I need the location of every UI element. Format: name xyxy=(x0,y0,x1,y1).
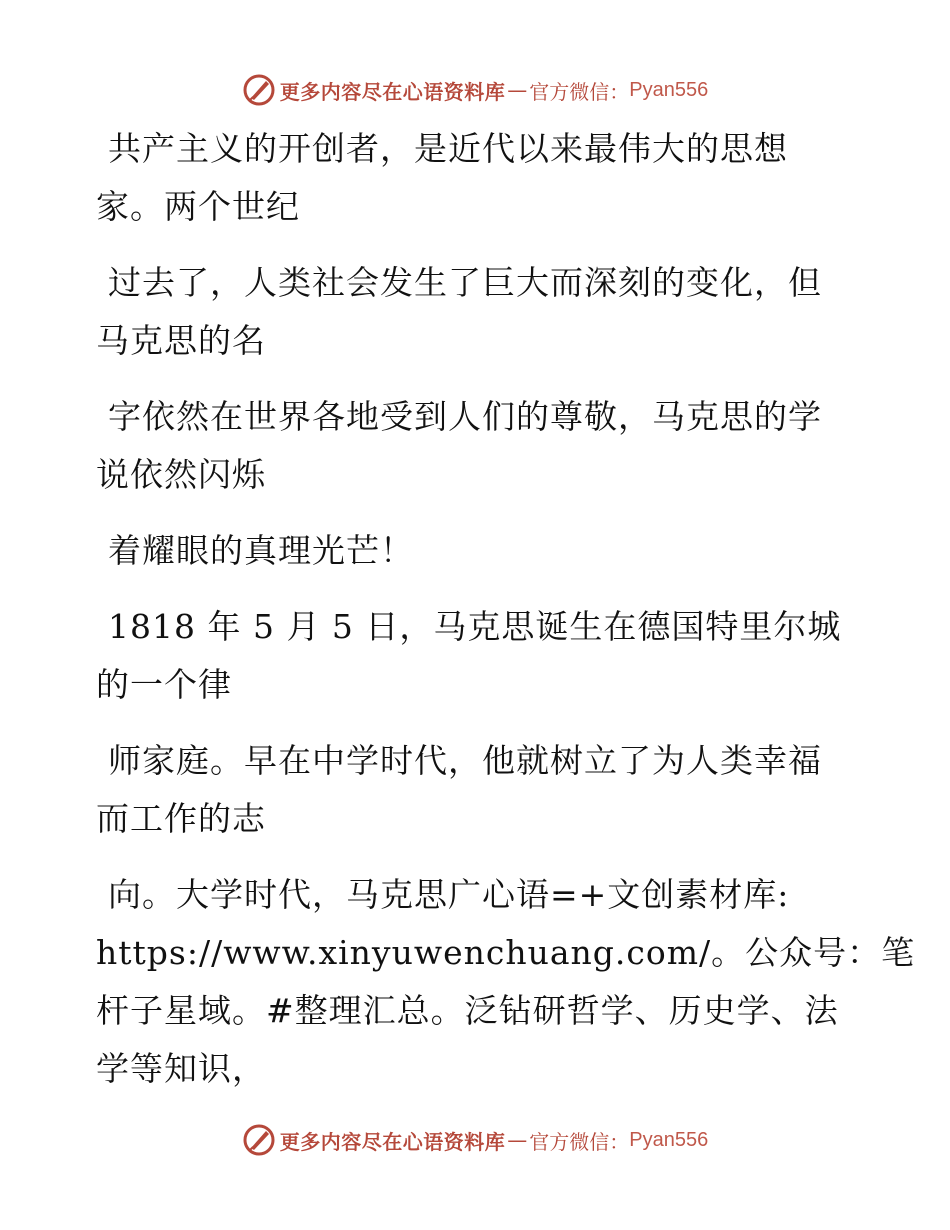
footer-separator: — xyxy=(507,1128,528,1152)
body-line: 而工作的志 xyxy=(96,799,266,838)
body-line: 着耀眼的真理光芒！ xyxy=(108,531,414,570)
header-banner xyxy=(0,70,950,110)
body-line: 字依然在世界各地受到人们的尊敬，马克思的学 xyxy=(108,397,822,436)
footer-brand: 更多内容尽在心语资料库 xyxy=(279,1129,506,1154)
document-body xyxy=(96,120,916,1098)
header-wechat-id: Pyan556 xyxy=(629,78,709,101)
body-line: 说依然闪烁 xyxy=(96,455,266,494)
header-official-label: 官方微信： xyxy=(529,79,630,104)
body-line: 的一个律 xyxy=(96,665,232,704)
body-line: 师家庭。早在中学时代，他就树立了为人类幸福 xyxy=(108,741,822,780)
body-line: 家。两个世纪 xyxy=(96,187,300,226)
body-line: 学等知识， xyxy=(96,1049,266,1088)
body-line: 马克思的名 xyxy=(96,321,266,360)
footer-official-label: 官方微信： xyxy=(529,1129,630,1154)
header-separator: — xyxy=(507,78,528,102)
header-brand: 更多内容尽在心语资料库 xyxy=(279,79,506,104)
body-line: 向。大学时代，马克思广心语=+文创素材库: xyxy=(108,875,790,914)
body-line: 共产主义的开创者，是近代以来最伟大的思想 xyxy=(108,129,788,168)
footer-banner xyxy=(0,1120,950,1160)
body-line: 杆子星域。#整理汇总。泛钻研哲学、历史学、法 xyxy=(96,991,839,1030)
body-line: 过去了，人类社会发生了巨大而深刻的变化，但 xyxy=(108,263,822,302)
quill-logo-icon xyxy=(242,73,276,107)
footer-wechat-id: Pyan556 xyxy=(629,1128,709,1151)
body-line: https://www.xinyuwenchuang.com/。公众号：笔 xyxy=(96,933,916,972)
body-line: 1818 年 5 月 5 日，马克思诞生在德国特里尔城 xyxy=(108,607,842,646)
quill-logo-icon xyxy=(242,1123,276,1157)
